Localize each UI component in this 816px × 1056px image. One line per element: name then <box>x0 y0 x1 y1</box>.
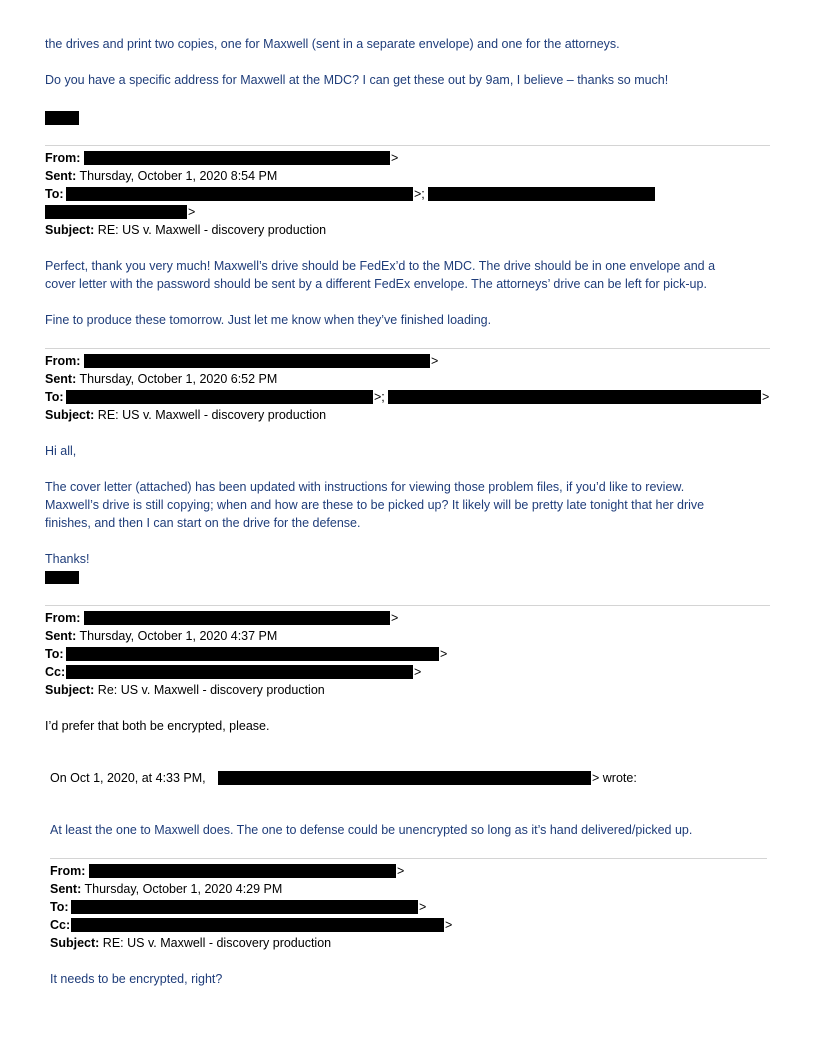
subject-label: Subject: <box>45 223 95 237</box>
cc-label: Cc: <box>50 918 71 932</box>
redaction-block <box>71 918 444 932</box>
redaction-block <box>89 864 396 878</box>
subject-line <box>45 682 325 698</box>
header-divider <box>50 858 767 859</box>
redaction-block <box>45 205 187 219</box>
subject-text: RE: US v. Maxwell - discovery production <box>102 936 332 950</box>
redaction-block <box>84 354 430 368</box>
address-end: > <box>440 647 448 661</box>
redaction-block <box>428 187 655 201</box>
address-end: > <box>414 665 422 679</box>
redaction-block <box>84 151 390 165</box>
greeting: Hi all, <box>45 444 77 458</box>
redaction-block <box>388 390 761 404</box>
redaction-block <box>66 390 373 404</box>
quote-attribution-suffix: > wrote: <box>592 771 637 785</box>
to-label: To: <box>45 187 64 201</box>
from-label: From: <box>45 611 81 625</box>
body-text: Maxwell’s drive is still copying; when and how are these to be picked up? It likely will be pretty late tonight that her drive <box>45 498 705 512</box>
quote-attribution-prefix: On Oct 1, 2020, at 4:33 PM, <box>50 771 206 785</box>
quoted-text: At least the one to Maxwell does. The one to defense could be unencrypted so long as it’s hand delivered/picked up. <box>50 823 693 837</box>
sent-label: Sent: <box>45 629 77 643</box>
header-divider <box>45 145 770 146</box>
address-end: > <box>762 390 770 404</box>
to-label: To: <box>50 900 69 914</box>
body-text: cover letter with the password should be sent by a different FedEx envelope. The attorneys’ drive can be left for pick-up. <box>45 277 707 291</box>
redaction-block <box>84 611 390 625</box>
sent-date: Thursday, October 1, 2020 8:54 PM <box>79 169 278 183</box>
body-text: Fine to produce these tomorrow. Just let me know when they’ve finished loading. <box>45 313 492 327</box>
redaction-block <box>66 647 439 661</box>
address-separator: >; <box>414 187 425 201</box>
body-text: finishes, and then I can start on the drive for the defense. <box>45 516 361 530</box>
redaction-block <box>45 111 79 125</box>
body-text: Do you have a specific address for Maxwell at the MDC? I can get these out by 9am, I believe – thanks so much! <box>45 73 669 87</box>
address-end: > <box>188 205 196 219</box>
sent-date: Thursday, October 1, 2020 4:29 PM <box>84 882 283 896</box>
address-end: > <box>419 900 427 914</box>
body-text: Perfect, thank you very much! Maxwell’s drive should be FedEx’d to the MDC. The drive should be in one envelope and a <box>45 259 716 273</box>
sign-off: Thanks! <box>45 552 90 566</box>
sent-line <box>50 881 282 897</box>
body-text: the drives and print two copies, one for Maxwell (sent in a separate envelope) and one for the attorneys. <box>45 37 620 51</box>
address-end: > <box>391 151 399 165</box>
address-end: > <box>391 611 399 625</box>
address-end: > <box>445 918 453 932</box>
subject-label: Subject: <box>45 408 95 422</box>
from-label: From: <box>45 151 81 165</box>
sent-label: Sent: <box>45 372 77 386</box>
redaction-block <box>45 571 79 584</box>
header-divider <box>45 348 770 349</box>
sent-label: Sent: <box>45 169 77 183</box>
sent-line <box>45 168 277 184</box>
subject-label: Subject: <box>45 683 95 697</box>
body-text: I’d prefer that both be encrypted, please. <box>45 719 270 733</box>
address-end: > <box>431 354 439 368</box>
subject-label: Subject: <box>50 936 100 950</box>
to-label: To: <box>45 390 64 404</box>
subject-line <box>45 222 326 238</box>
subject-line <box>50 935 331 951</box>
redaction-block <box>66 665 413 679</box>
header-divider <box>45 605 770 606</box>
redaction-block <box>66 187 413 201</box>
from-label: From: <box>45 354 81 368</box>
subject-text: RE: US v. Maxwell - discovery production <box>97 223 327 237</box>
subject-text: RE: US v. Maxwell - discovery production <box>97 408 327 422</box>
redaction-block <box>71 900 418 914</box>
sent-date: Thursday, October 1, 2020 4:37 PM <box>79 629 278 643</box>
from-label: From: <box>50 864 86 878</box>
address-end: > <box>397 864 405 878</box>
cc-label: Cc: <box>45 665 66 679</box>
sent-line <box>45 628 277 644</box>
subject-line <box>45 407 326 423</box>
sent-line <box>45 371 277 387</box>
sent-label: Sent: <box>50 882 82 896</box>
body-text: The cover letter (attached) has been updated with instructions for viewing those problem files, if you’d like to review. <box>45 480 685 494</box>
subject-text: Re: US v. Maxwell - discovery production <box>97 683 325 697</box>
address-separator: >; <box>374 390 385 404</box>
to-label: To: <box>45 647 64 661</box>
sent-date: Thursday, October 1, 2020 6:52 PM <box>79 372 278 386</box>
body-text: It needs to be encrypted, right? <box>50 972 223 986</box>
redaction-block <box>218 771 591 785</box>
